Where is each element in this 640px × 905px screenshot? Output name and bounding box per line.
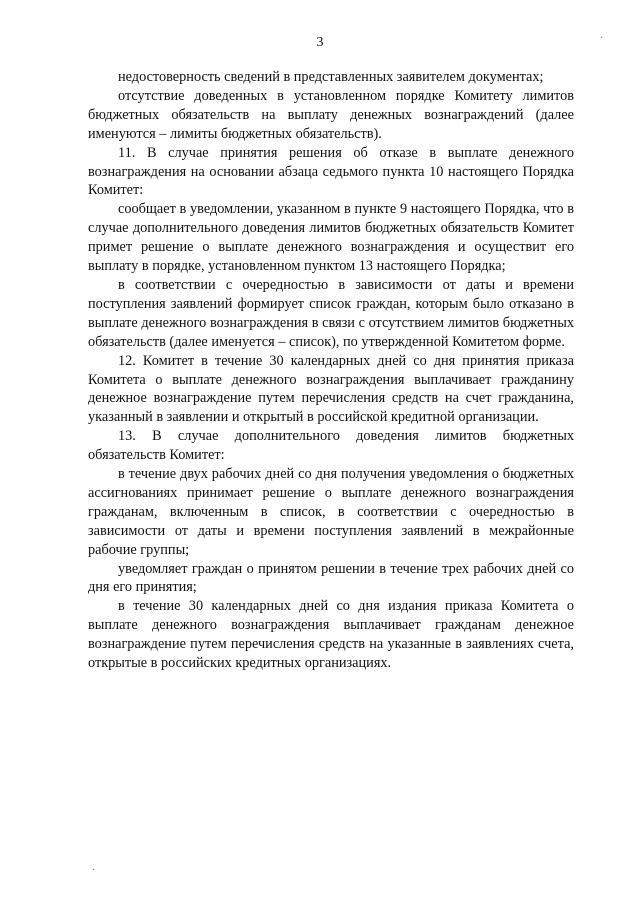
paragraph-2: отсутствие доведенных в установленном порядке Комитету лимитов бюджетных обязательств на выплату денежных вознаграждений (далее именуются – лимиты бюджетных обязательств).: [88, 87, 574, 142]
paragraph-6: 12. Комитет в течение 30 календарных дней со дня принятия приказа Комитета о выплате денежного вознаграждения выплачивает гражданину денежное вознаграждение путем перечисления средств на счет гражданина, указанный в заявлении и открытый в российской кредитной организации.: [88, 352, 574, 426]
page-number: 3: [316, 35, 324, 50]
paragraph-3: 11. В случае принятия решения об отказе в выплате денежного вознаграждения на основании абзаца седьмого пункта 10 настоящего Порядка Комитет:: [88, 144, 574, 199]
scan-speck: ·: [600, 33, 604, 44]
document-body: [88, 68, 574, 673]
paragraph-9: уведомляет граждан о принятом решении в течение трех рабочих дней со дня его принятия;: [88, 560, 574, 596]
paragraph-4: сообщает в уведомлении, указанном в пункте 9 настоящего Порядка, что в случае дополнительного доведения лимитов бюджетных обязательств Комитет примет решение о выплате денежного вознаграждения и осуществит его выплату в порядке, установленном пунктом 13 настоящего Порядка;: [88, 201, 574, 275]
paragraph-1: недостоверность сведений в представленных заявителем документах;: [118, 69, 544, 85]
paragraph-7: 13. В случае дополнительного доведения лимитов бюджетных обязательств Комитет:: [88, 428, 574, 464]
paragraph-5: в соответствии с очередностью в зависимости от даты и времени поступления заявлений формирует список граждан, которым было отказано в выплате денежного вознаграждения в связи с отсутствием лимитов бюджетных обязательств (далее именуется – список), по утвержденной Комитетом форме.: [88, 276, 574, 350]
paragraph-8: в течение двух рабочих дней со дня получения уведомления о бюджетных ассигнованиях принимает решение о выплате денежного вознаграждения гражданам, включенным в список, в соответствии с очередностью в зависимости от даты и времени поступления заявлений в межрайонные рабочие группы;: [88, 466, 574, 558]
paragraph-10: в течение 30 календарных дней со дня издания приказа Комитета о выплате денежного вознаграждения выплачивает гражданам денежное вознаграждение путем перечисления средств на указанные в заявлениях счета, открытые в российских кредитных организациях.: [88, 598, 574, 672]
scan-speck: ·: [92, 865, 96, 876]
